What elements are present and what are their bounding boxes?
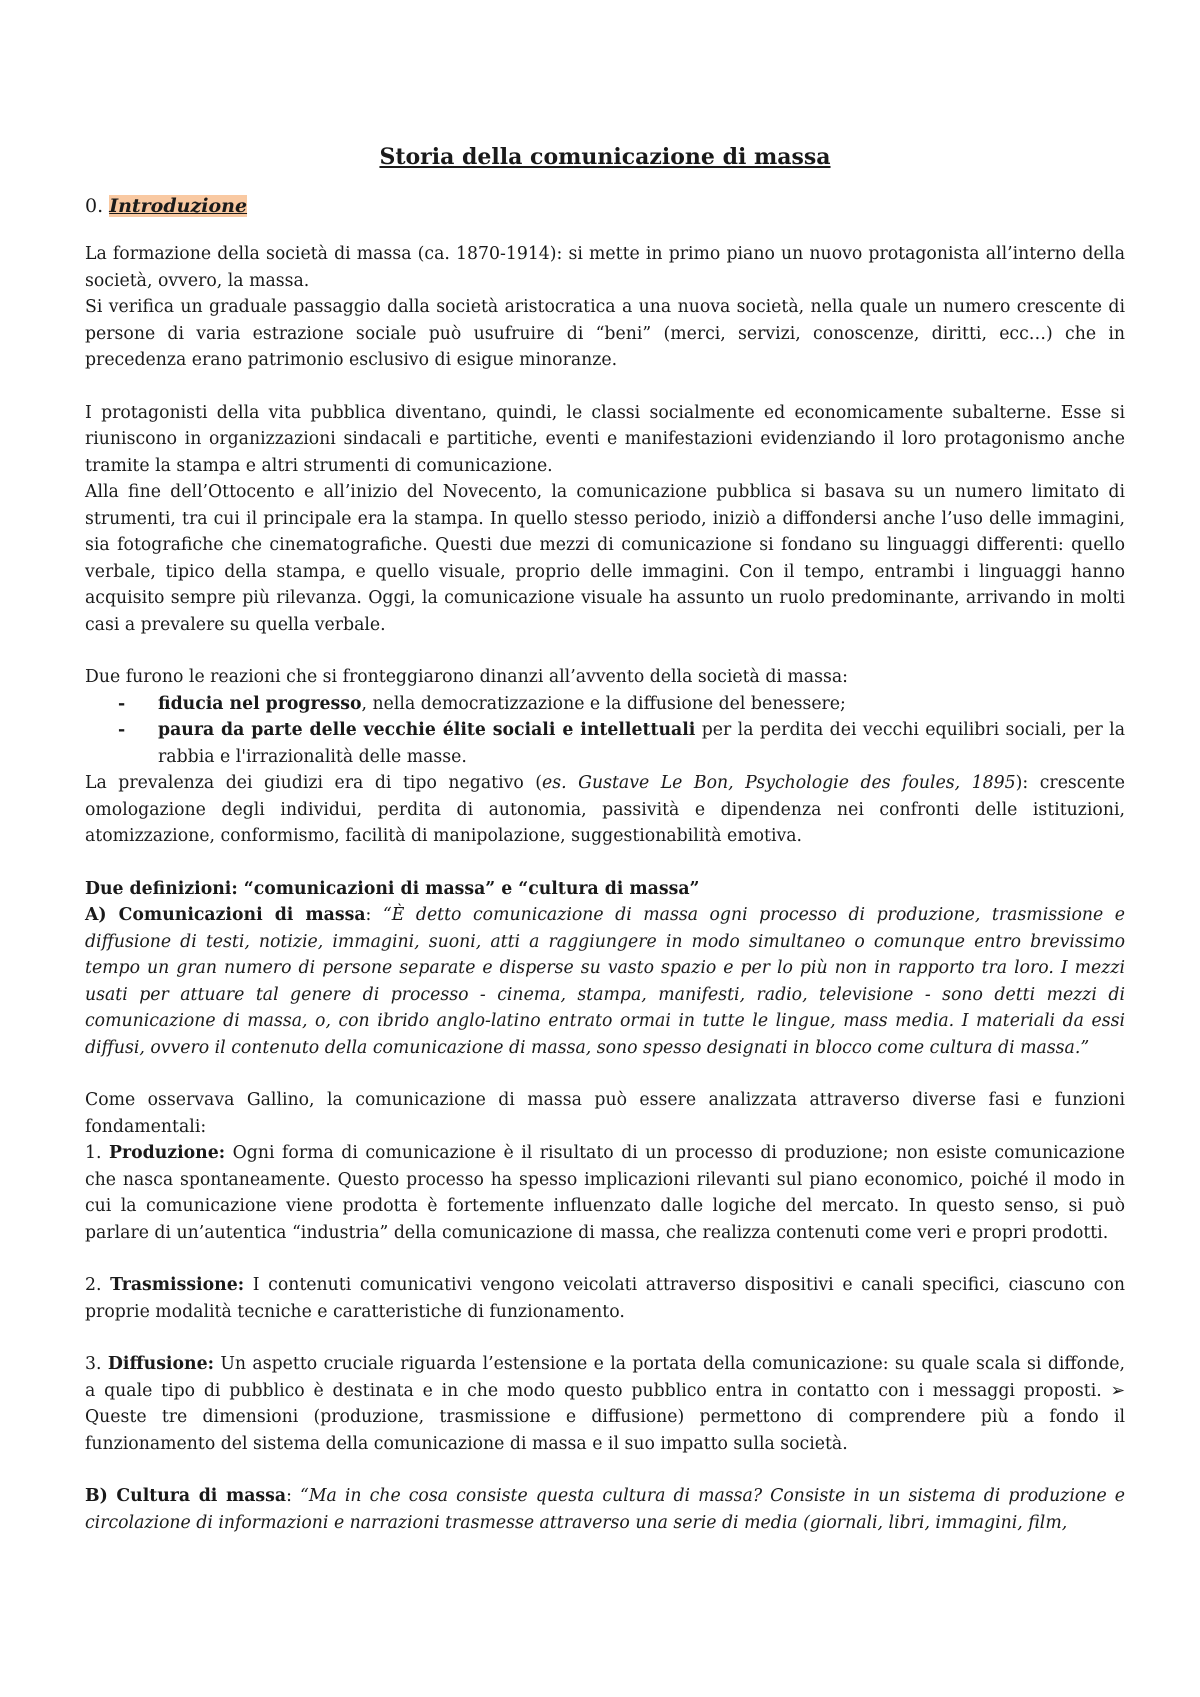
- list-item-bold: paura da parte delle vecchie élite sociali e intellettuali: [158, 720, 696, 740]
- intro-paragraph-2: Si verifica un graduale passaggio dalla società aristocratica a una nuova società, nella quale un numero crescente di persone di varia estrazione sociale può usufruire di “beni” (merci, servizi, conoscenze, diritti, ecc…) che in precedenza erano patrimonio esclusivo di esigue minoranze.: [85, 297, 1125, 370]
- definition-b-label: B) Cultura di massa: [85, 1486, 287, 1506]
- phase-label: Produzione:: [109, 1143, 226, 1163]
- reactions-judgement: [85, 770, 1125, 850]
- phase-text: I contenuti comunicativi vengono veicolati attraverso dispositivi e canali specifici, ciascuno con proprie modalità tecniche e caratteristiche di funzionamento.: [85, 1275, 1125, 1322]
- list-item-bold: fiducia nel progresso: [158, 693, 362, 714]
- judgement-text-end: ): crescente omologazione degli individui, perdita di autonomia, passività e dipendenza nei confronti delle istituzioni, atomizzazione, conformismo, facilità di manipolazione, suggestionabilità emotiva.: [85, 773, 1125, 846]
- intro-paragraph-1: La formazione della società di massa (ca. 1870-1914): si mette in primo piano un nuovo protagonista all’interno della società, ovvero, la massa.: [85, 244, 1125, 291]
- list-item-text: , nella democratizzazione e la diffusione del benessere;: [361, 693, 846, 714]
- intro-paragraph-4: Alla fine dell’Ottocento e all’inizio del Novecento, la comunicazione pubblica si basava su un numero limitato di strumenti, tra cui il principale era la stampa. In quello stesso periodo, iniziò a diffondersi anche l’uso delle immagini, sia fotografiche che cinematografiche. Questi due mezzi di comunicazione si fondano su linguaggi differenti: quello verbale, tipico della stampa, e quello visuale, proprio delle immagini. Con il tempo, entrambi i linguaggi hanno acquisito sempre più rilevanza. Oggi, la comunicazione visuale ha assunto un ruolo predominante, arrivando in molti casi a prevalere su quella verbale.: [85, 482, 1125, 635]
- definition-b-quote: “Ma in che cosa consiste questa cultura di massa? Consiste in un sistema di produzione e circolazione di informazioni e narrazioni trasmesse attraverso una serie di media (giornali, libri, immagini, film,: [85, 1486, 1125, 1533]
- phase-production: [85, 1140, 1125, 1246]
- definition-b-colon: :: [286, 1486, 300, 1506]
- reactions-list: [85, 691, 1125, 771]
- list-item: [85, 691, 1125, 718]
- definitions-heading-text: Due definizioni: “comunicazioni di massa” e “cultura di massa”: [85, 878, 700, 899]
- definition-b: [85, 1483, 1125, 1536]
- section-number: 0.: [85, 194, 104, 217]
- definition-a-colon: :: [365, 905, 383, 925]
- phase-transmission: [85, 1272, 1125, 1325]
- definition-a-quote: “È detto comunicazione di massa ogni processo di produzione, trasmissione e diffusione di testi, notizie, immagini, suoni, atti a raggiungere in modo simultaneo o comunque entro brevissimo tempo un gran numero di persone separate e disperse su vasto spazio e per lo più non in rapporto tra loro. I mezzi usati per attuare tal genere di processo - cinema, stampa, manifesti, radio, televisione - sono detti mezzi di comunicazione di massa, o, con ibrido anglo-latino entrato ormai in tutte le lingue, mass media. I materiali da essi diffusi, ovvero il contenuto della comunicazione di massa, sono spesso designati in blocco come cultura di massa.”: [85, 905, 1126, 1058]
- section-heading-introduzione: [85, 193, 1125, 220]
- intro-paragraph-3: I protagonisti della vita pubblica diventano, quindi, le classi socialmente ed economicamente subalterne. Esse si riuniscono in organizzazioni sindacali e partitiche, eventi e manifestazioni evidenziando il loro protagonismo anche tramite la stampa e altri strumenti di comunicazione.: [85, 402, 1125, 476]
- phase-number: 1.: [85, 1143, 109, 1163]
- section-label: Introduzione: [109, 194, 248, 217]
- document-page: [85, 130, 1125, 1536]
- judgement-citation: es. Gustave Le Bon, Psychologie des foules, 1895: [542, 773, 1016, 793]
- phase-label: Diffusione:: [107, 1354, 214, 1374]
- phase-text: Un aspetto cruciale riguarda l’estensione e la portata della comunicazione: su quale scala si diffonde, a quale tipo di pubblico è destinata e in che modo questo pubblico entra in contatto con i messaggi proposti. ➢ Queste tre dimensioni (produzione, trasmissione e diffusione) permettono di comprendere più a fondo il funzionamento del sistema della comunicazione di massa e il suo impatto sulla società.: [85, 1354, 1126, 1454]
- phase-diffusion: [85, 1351, 1125, 1457]
- phase-label: Trasmissione:: [110, 1275, 245, 1295]
- phase-text: Ogni forma di comunicazione è il risultato di un processo di produzione; non esiste comunicazione che nasca spontaneamente. Questo processo ha spesso implicazioni rilevanti sul piano economico, poiché il modo in cui la comunicazione viene prodotta è fortemente influenzato dalle logiche del mercato. In questo senso, si può parlare di un’autentica “industria” della comunicazione di massa, che realizza contenuti come veri e propri prodotti.: [85, 1143, 1126, 1243]
- definition-a: [85, 902, 1125, 1061]
- phase-number: 3.: [85, 1354, 108, 1374]
- definitions-heading: [85, 876, 1125, 903]
- phase-number: 2.: [85, 1275, 111, 1295]
- judgement-text-start: La prevalenza dei giudizi era di tipo negativo (: [85, 773, 543, 793]
- page-title: Storia della comunicazione di massa: [379, 144, 831, 170]
- reactions-intro: Due furono le reazioni che si fronteggiarono dinanzi all’avvento della società di massa:: [85, 667, 848, 687]
- definition-a-label: A) Comunicazioni di massa: [85, 905, 366, 925]
- list-item-text: per la perdita dei vecchi equilibri sociali, per la rabbia e l'irrazionalità delle masse.: [158, 720, 1126, 767]
- gallino-intro: Come osservava Gallino, la comunicazione di massa può essere analizzata attraverso diverse fasi e funzioni fondamentali:: [85, 1090, 1125, 1137]
- list-item: [85, 717, 1125, 770]
